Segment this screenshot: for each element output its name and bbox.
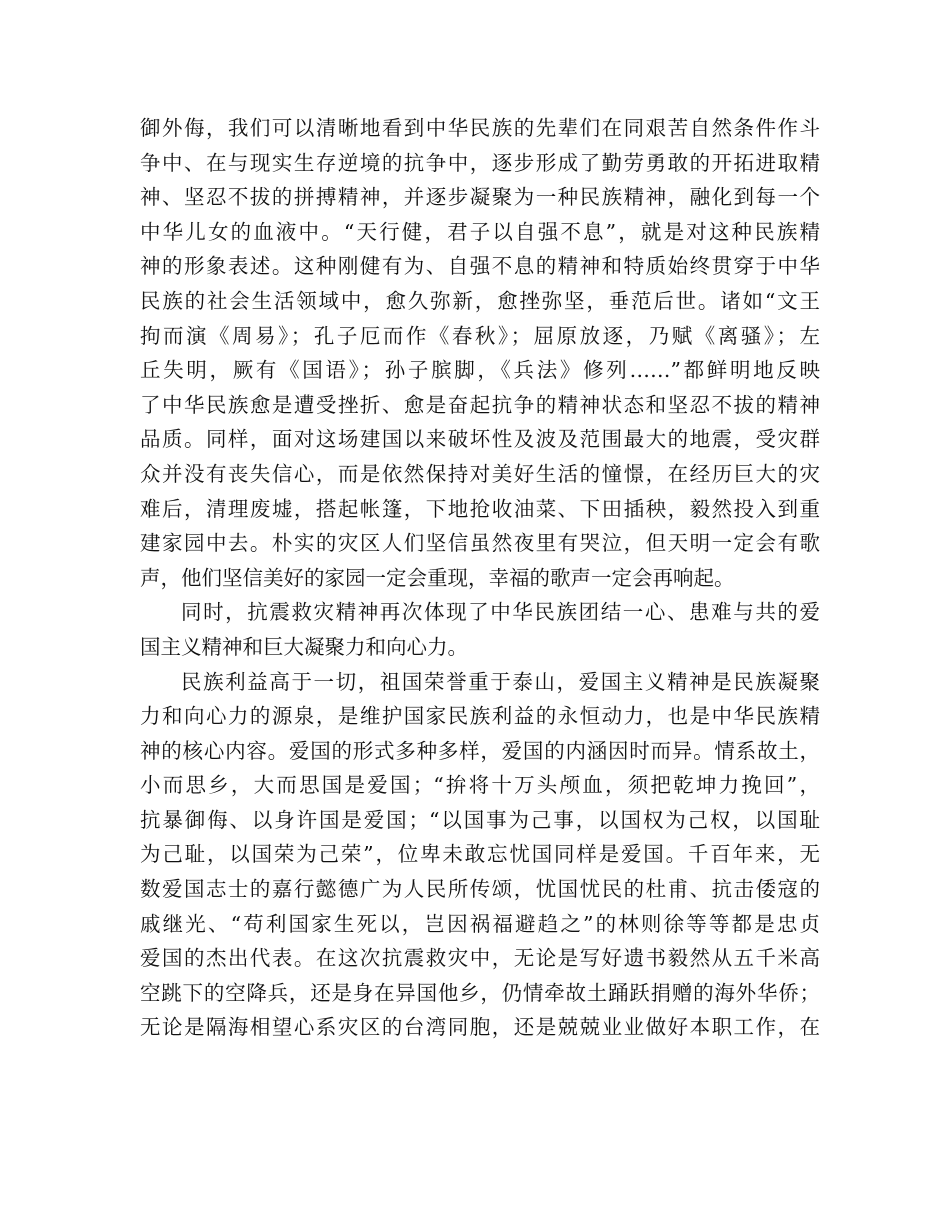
text-line: 国主义精神和巨大凝聚力和向心力。 [140,634,468,659]
text-line: 声，他们坚信美好的家园一定会重现，幸福的歌声一定会再响起。 [140,565,735,590]
text-line: 御外侮，我们可以清晰地看到中华民族的先辈们在同艰苦自然条件作斗 [140,116,820,140]
text-line: 了中华民族愈是遭受挫折、愈是奋起抗争的精神状态和坚忍不拔的精神 [140,392,820,417]
text-line: 民族利益高于一切，祖国荣誉重于泰山，爱国主义精神是民族凝聚 [181,669,820,694]
text-line: 拘而演《周易》；孔子厄而作《春秋》；屈原放逐，乃赋《离骚》；左 [140,323,820,348]
text-line: 戚继光、“苟利国家生死以，岂因祸福避趋之”的林则徐等等都是忠贞 [140,911,820,936]
text-line: 品质。同样，面对这场建国以来破坏性及波及范围最大的地震，受灾群 [140,427,820,452]
text-line: 建家园中去。朴实的灾区人们坚信虽然夜里有哭泣，但天明一定会有歌 [140,531,820,556]
text-line: 中华儿女的血液中。“天行健，君子以自强不息”，就是对这种民族精 [140,219,820,244]
text-line: 爱国的杰出代表。在这次抗震救灾中，无论是写好遗书毅然从五千米高 [140,946,820,971]
document-page [140,111,820,1045]
text-line: 丘失明，厥有《国语》；孙子膑脚，《兵法》修列……”都鲜明地反映 [140,358,820,383]
text-line: 众并没有丧失信心，而是依然保持对美好生活的憧憬，在经历巨大的灾 [140,461,820,486]
text-line: 空跳下的空降兵，还是身在异国他乡，仍情牵故土踊跃捐赠的海外华侨； [140,980,820,1005]
text-line: 小而思乡，大而思国是爱国；“拚将十万头颅血，须把乾坤力挽回”， [140,773,820,798]
paragraph-1 [140,111,820,595]
text-line: 为己耻，以国荣为己荣”，位卑未敢忘忧国同样是爱国。千百年来，无 [140,842,820,867]
text-line: 难后，清理废墟，搭起帐篷，下地抢收油菜、下田插秧，毅然投入到重 [140,496,820,521]
text-line: 神、坚忍不拔的拼搏精神，并逐步凝聚为一种民族精神，融化到每一个 [140,185,820,210]
text-line: 力和向心力的源泉，是维护国家民族利益的永恒动力，也是中华民族精 [140,704,820,729]
text-line: 神的形象表述。这种刚健有为、自强不息的精神和特质始终贯穿于中华 [140,254,820,279]
text-line: 争中、在与现实生存逆境的抗争中，逐步形成了勤劳勇敢的开拓进取精 [140,150,820,175]
text-line: 无论是隔海相望心系灾区的台湾同胞，还是兢兢业业做好本职工作，在 [140,1015,820,1040]
text-line: 抗暴御侮、以身许国是爱国；“以国事为己事，以国权为己权，以国耻 [140,807,820,832]
paragraph-2 [140,595,820,664]
text-line: 同时，抗震救灾精神再次体现了中华民族团结一心、患难与共的爱 [181,600,820,625]
paragraph-3 [140,665,820,1046]
text-line: 民族的社会生活领域中，愈久弥新，愈挫弥坚，垂范后世。诸如“文王 [140,288,820,313]
text-line: 数爱国志士的嘉行懿德广为人民所传颂，忧国忧民的杜甫、抗击倭寇的 [140,877,820,902]
text-line: 神的核心内容。爱国的形式多种多样，爱国的内涵因时而异。情系故土， [140,738,820,763]
